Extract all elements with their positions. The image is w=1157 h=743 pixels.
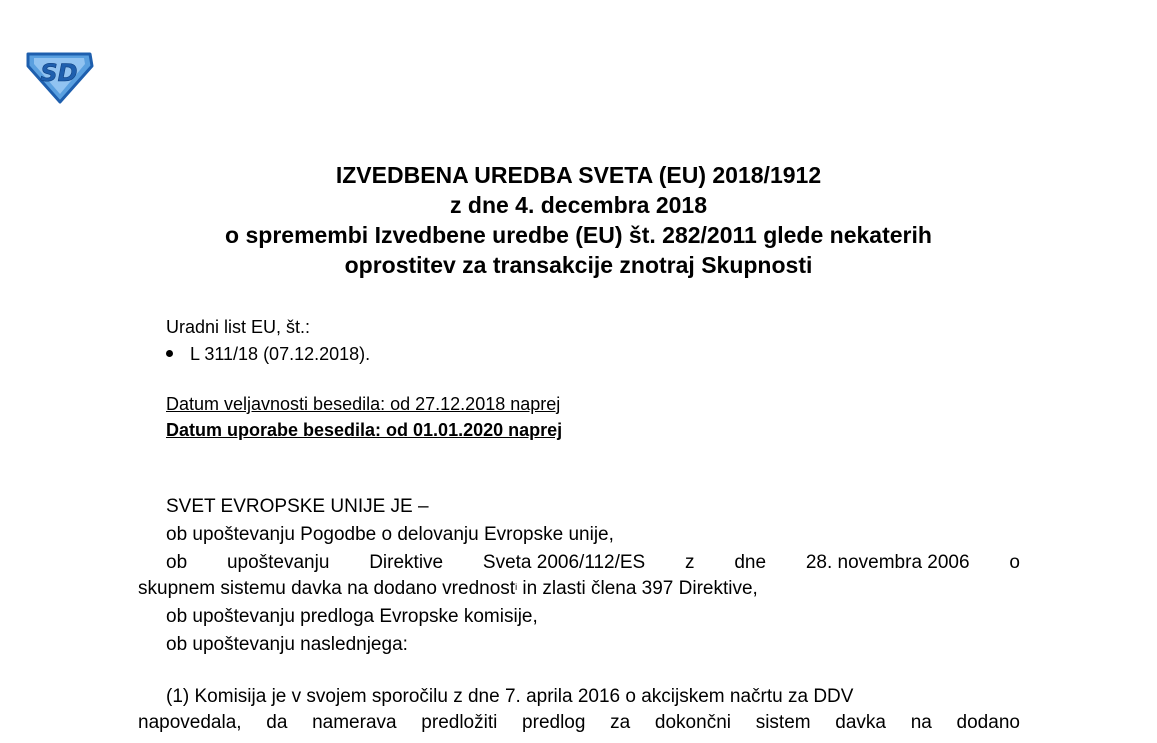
preamble-clause-4: ob upoštevanju naslednjega: [166, 634, 408, 655]
bullet-icon [166, 350, 173, 357]
preamble-clause-3: ob upoštevanju predloga Evropske komisije, [166, 606, 538, 627]
shield-icon [22, 48, 96, 104]
footnote-marker[interactable]: i [515, 582, 518, 592]
document-title [0, 160, 1157, 280]
gazette-label: Uradni list EU, št.: [166, 317, 311, 337]
svg-text:SD: SD [40, 59, 78, 87]
clause-2-word: ob [166, 552, 188, 573]
recital-1-line-2 [138, 710, 1020, 736]
recital-word: predložiti [421, 712, 498, 733]
preamble-clause-2 [166, 550, 1020, 576]
recital-word: davka [835, 712, 886, 733]
recital-word: dodano [956, 712, 1020, 733]
gazette-reference: L 311/18 (07.12.2018). [190, 344, 371, 364]
recital-word: da [266, 712, 288, 733]
recital-word: napovedala, [138, 712, 242, 733]
recital-word: za [610, 712, 631, 733]
sd-shield-logo [22, 48, 96, 104]
title-line-4: oprostitev za transakcije znotraj Skupnosti [344, 252, 813, 278]
validity-date: Datum veljavnosti besedila: od 27.12.2018 naprej [166, 394, 561, 414]
title-line-1: IZVEDBENA UREDBA SVETA (EU) 2018/1912 [335, 162, 822, 188]
recital-word: dokončni [654, 712, 731, 733]
clause-2-word: z [685, 552, 695, 573]
clause-2-word: upoštevanju [226, 552, 330, 573]
clause-2-text: skupnem sistemu davka na dodano vrednost [138, 578, 516, 599]
clause-2-word: 28. novembra 2006 [805, 552, 970, 573]
clause-2-word: o [1009, 552, 1020, 573]
preamble-clause-1: ob upoštevanju Pogodbe o delovanju Evropske unije, [166, 524, 614, 545]
recital-word: predlog [522, 712, 586, 733]
preamble-clause-2-continuation [138, 576, 758, 602]
recital-1-line-1: (1) Komisija je v svojem sporočilu z dne 7. aprila 2016 o akcijskem načrtu za DDV [166, 686, 854, 707]
recital-word: sistem [755, 712, 811, 733]
clause-2-word: dne [734, 552, 767, 573]
recital-word: na [910, 712, 932, 733]
title-line-3: o spremembi Izvedbene uredbe (EU) št. 282/2011 glede nekaterih [225, 222, 932, 248]
clause-2-word: Sveta 2006/112/ES [482, 552, 646, 573]
clause-2-text-end: in zlasti člena 397 Direktive, [517, 578, 758, 599]
gazette-list-item [166, 341, 370, 367]
recital-word: namerava [312, 712, 397, 733]
application-date: Datum uporabe besedila: od 01.01.2020 naprej [166, 420, 563, 440]
clause-2-word: Direktive [369, 552, 444, 573]
preamble-heading: SVET EVROPSKE UNIJE JE – [166, 496, 429, 517]
title-line-2: z dne 4. decembra 2018 [450, 192, 707, 218]
